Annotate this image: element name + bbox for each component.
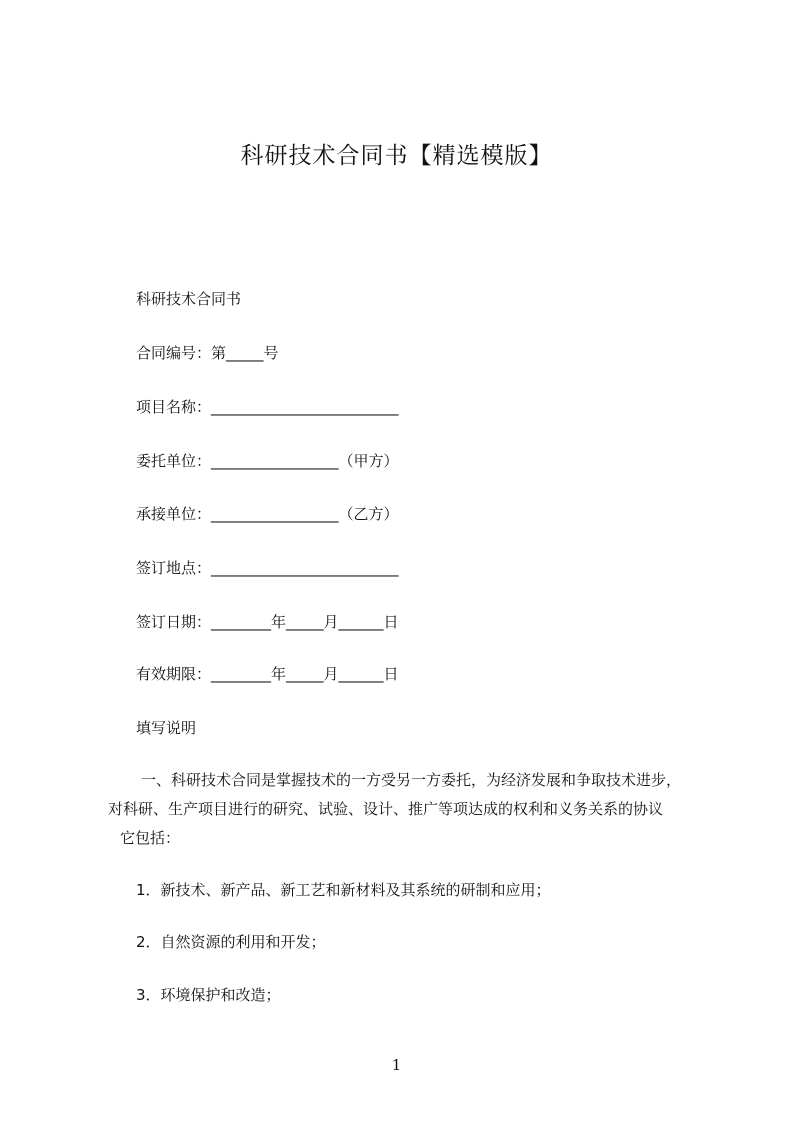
list-item: 3．环境保护和改造； <box>136 986 281 1004</box>
field-contractor-unit: 承接单位：_________________（乙方） <box>136 505 399 523</box>
contract-heading: 科研技术合同书 <box>136 290 242 308</box>
field-client-unit: 委托单位：_________________（甲方） <box>136 452 399 470</box>
document-title: 科研技术合同书【精选模版】 <box>240 143 553 169</box>
field-project-name: 项目名称：_________________________ <box>136 398 399 416</box>
field-signing-place: 签订地点：_________________________ <box>136 559 399 577</box>
instructions-paragraph <box>106 766 722 853</box>
list-item: 1．新技术、新产品、新工艺和新材料及其系统的研制和应用； <box>136 881 551 899</box>
field-contract-number: 合同编号：第_____号 <box>136 344 279 362</box>
field-validity-period: 有效期限：________年_____月______日 <box>136 665 399 683</box>
list-item: 2．自然资源的利用和开发； <box>136 933 326 951</box>
paragraph-line-3: 它包括： <box>120 829 181 847</box>
instructions-heading: 填写说明 <box>136 719 197 737</box>
paragraph-line-2: 对科研、生产项目进行的研究、试验、设计、推广等项达成的权利和义务关系的协议 <box>108 800 664 818</box>
field-signing-date: 签订日期：________年_____月______日 <box>136 613 399 631</box>
page-number: 1 <box>391 1056 402 1074</box>
paragraph-line-1: 一、科研技术合同是掌握技术的一方受另一方委托，为经济发展和争取技术进步， <box>141 771 682 789</box>
